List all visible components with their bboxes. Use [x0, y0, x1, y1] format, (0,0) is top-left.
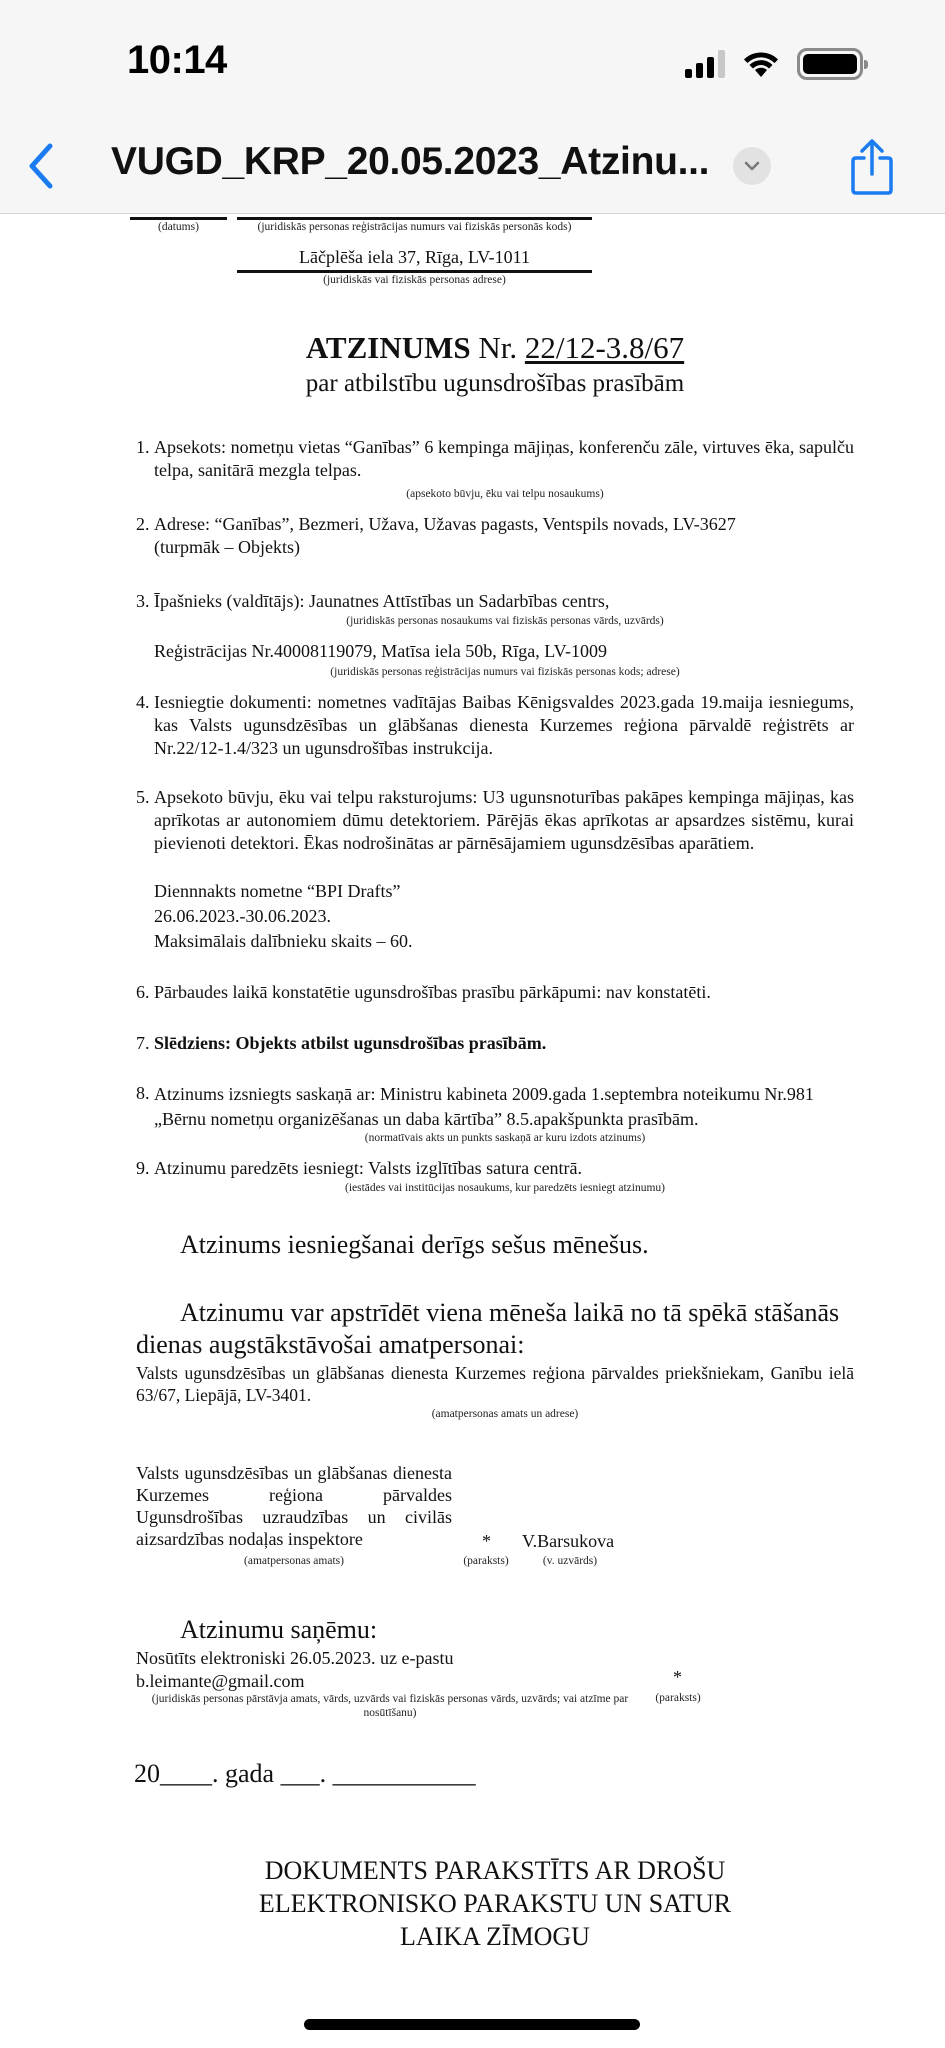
inspector-signature: *	[482, 1531, 491, 1551]
item-6-text: Pārbaudes laikā konstatētie ugunsdrošības prasību pārkāpumi: nav konstatēti.	[154, 982, 711, 1002]
received-caption: (juridiskās personas pārstāvja amats, vārds, uzvārds vai fiziskās personas vārds, uzvārds; vai atzīme par nosūtīšanu)	[151, 1693, 629, 1719]
signature-caption: (paraksts)	[463, 1555, 509, 1567]
item-2: 2. Adrese: “Ganības”, Bezmeri, Užava, Užavas pagasts, Ventspils novads, LV-3627 (turpmāk – Objekts)	[136, 513, 854, 559]
back-button[interactable]	[22, 138, 62, 194]
item-5-camp-dates: 26.06.2023.-30.06.2023.	[154, 906, 331, 926]
heading-number: 22/12-3.8/67	[524, 330, 685, 365]
name-caption: (v. uzvārds)	[542, 1555, 598, 1567]
item-3-text: Īpašnieks (valdītājs): Jaunatnes Attīstības un Sadarbības centrs,	[154, 591, 610, 611]
item-1-caption: (apsekoto būvju, ēku vai telpu nosaukums)	[406, 488, 604, 500]
item-8: 8. Atzinums izsniegts saskaņā ar: Ministru kabineta 2009.gada 1.septembra noteikumu Nr.981 „Bērnu nometņu organizēšanas un daba kārtība” 8.5.apakšpunkta prasībām.	[136, 1082, 854, 1132]
item-4-text: Iesniegtie dokumenti: nometnes vadītājas Baibas Kēnigsvaldes 2023.gada 19.maija iesniegums, kas Valsts ugunsdzēsības un glābšanas dienesta Kurzemes reģiona pārvaldē reģistrēts ar Nr.22/12-1.4/323 un ugunsdrošības instrukcija.	[154, 692, 854, 758]
stamp-line-1: DOKUMENTS PARAKSTĪTS AR DROŠU	[264, 1856, 726, 1885]
item-2-text: Adrese: “Ganības”, Bezmeri, Užava, Užavas pagasts, Ventspils novads, LV-3627 (turpmāk – Objekts)	[154, 514, 736, 557]
e-signature-stamp	[200, 1854, 790, 1953]
document-subtitle: par atbilstību ugunsdrošības prasībām	[305, 370, 685, 397]
item-5-text: Apsekoto būvju, ēku vai telpu raksturojums: U3 ugunsnoturības pakāpes kempinga mājiņas, kas aprīkotas ar autonomiem dūmu detektoriem. Pārējās ēkas aprīkotas ar apsardzes sistēmu, kurai pievienoti detektori. Ēkas nodrošinātas ar pārnēsājamiem ugunsdzēsības aparātiem.	[154, 787, 854, 853]
item-3: 3. Īpašnieks (valdītājs): Jaunatnes Attīstības un Sadarbības centrs,	[136, 590, 854, 613]
navigation-bar	[0, 130, 945, 200]
inspector-name: V.Barsukova	[522, 1531, 615, 1551]
chevron-left-icon	[22, 138, 62, 194]
heading-nr-label: Nr.	[478, 330, 518, 365]
cellular-signal-icon	[685, 50, 725, 78]
appeal-heading: Atzinumu var apstrīdēt viena mēneša laikā no tā spēkā stāšanās dienas augstākstāvošai amatpersonai:	[136, 1298, 840, 1359]
appeal-authority: Valsts ugunsdzēsības un glābšanas dienesta Kurzemes reģiona pārvaldes priekšniekam, Ganību ielā 63/67, Liepājā, LV-3401.	[136, 1363, 854, 1405]
item-7-conclusion: Slēdziens: Objekts atbilst ugunsdrošības prasībām.	[154, 1033, 547, 1053]
item-9-caption: (iestādes vai institūcijas nosaukums, kur paredzēts iesniegt atzinumu)	[344, 1182, 665, 1194]
top-bar	[0, 0, 945, 214]
date-fill-line: 20____. gada ___. ___________	[134, 1759, 476, 1788]
item-1: 1. Apsekots: nometņu vietas “Ganības” 6 kempinga mājiņas, konferenču zāle, virtuves ēka, sapulču telpa, sanitārā mezgla telpas.	[136, 437, 854, 480]
date-caption: (datums)	[158, 221, 199, 233]
document-title[interactable]: VUGD_KRP_20.05.2023_Atzinu...	[111, 140, 710, 183]
document-heading	[0, 330, 945, 366]
regnum-caption: (juridiskās personas reģistrācijas numurs vai fiziskās personās kods)	[257, 221, 572, 233]
share-icon	[848, 138, 896, 196]
address-caption: (juridiskās vai fiziskās personas adrese)	[323, 274, 506, 286]
received-line-1: Nosūtīts elektroniski 26.05.2023. uz e-pastu	[136, 1648, 454, 1668]
address-line	[237, 270, 592, 273]
item-9-text: Atzinumu paredzēts iesniegt: Valsts izglītības satura centrā.	[154, 1158, 583, 1178]
recipient-address: Lāčplēša iela 37, Rīga, LV-1011	[299, 247, 530, 267]
validity-notice: Atzinums iesniegšanai derīgs sešus mēnešus.	[180, 1230, 649, 1259]
stamp-line-3: LAIKA ZĪMOGU	[400, 1922, 590, 1951]
share-button[interactable]	[848, 138, 896, 196]
received-email: b.leimante@gmail.com	[136, 1671, 305, 1691]
item-3-caption: (juridiskās personas nosaukums vai fiziskās personas vārds, uzvārds)	[346, 615, 664, 627]
appeal-caption: (amatpersonas amats un adrese)	[431, 1408, 579, 1420]
item-6: 6. Pārbaudes laikā konstatētie ugunsdrošības prasību pārkāpumi: nav konstatēti.	[136, 981, 854, 1004]
wifi-icon	[741, 49, 781, 79]
item-7: 7. Slēdziens: Objekts atbilst ugunsdrošības prasībām.	[136, 1032, 854, 1055]
chevron-down-icon	[742, 159, 762, 173]
regnum-line	[237, 217, 592, 220]
title-menu-button[interactable]	[733, 147, 771, 185]
item-5: 5. Apsekoto būvju, ēku vai telpu raksturojums: U3 ugunsnoturības pakāpes kempinga mājiņas, kas aprīkotas ar autonomiem dūmu detektoriem. Pārējās ēkas aprīkotas ar apsardzes sistēmu, kurai pievienoti detektori. Ēkas nodrošinātas ar pārnēsājamiem ugunsdzēsības aparātiem.	[136, 787, 854, 853]
item-4: 4. Iesniegtie dokumenti: nometnes vadītājas Baibas Kēnigsvaldes 2023.gada 19.maija iesniegums, kas Valsts ugunsdzēsības un glābšanas dienesta Kurzemes reģiona pārvaldē reģistrēts ar Nr.22/12-1.4/323 un ugunsdrošības instrukcija.	[136, 692, 854, 758]
stamp-line-2: ELEKTRONISKO PARAKSTU UN SATUR	[258, 1889, 732, 1918]
inspector-position: Valsts ugunsdzēsības un glābšanas dienesta Kurzemes reģiona pārvaldes Ugunsdrošības uzraudzības un civilās aizsardzības nodaļas inspektore	[136, 1463, 452, 1549]
item-5-camp-name: Diennnakts nometne “BPI Drafts”	[154, 881, 401, 901]
item-3-registration: Reģistrācijas Nr.40008119079, Matīsa iela 50b, Rīga, LV-1009	[154, 641, 607, 661]
position-caption: (amatpersonas amats)	[244, 1555, 344, 1567]
item-3-caption-2: (juridiskās personas reģistrācijas numurs vai fiziskās personas kods; adrese)	[330, 666, 680, 678]
pdf-document-page[interactable]	[0, 214, 945, 2048]
received-heading: Atzinumu saņēmu:	[180, 1615, 378, 1644]
item-8-text: Atzinums izsniegts saskaņā ar: Ministru kabineta 2009.gada 1.septembra noteikumu Nr.981 „Bērnu nometņu organizēšanas un daba kārtība” 8.5.apakšpunkta prasībām.	[154, 1084, 814, 1129]
home-indicator[interactable]	[304, 2019, 640, 2030]
heading-main: ATZINUMS	[305, 330, 471, 365]
date-line	[130, 217, 227, 220]
status-time: 10:14	[127, 38, 227, 82]
status-icons	[685, 48, 863, 80]
item-1-text: Apsekots: nometņu vietas “Ganības” 6 kempinga mājiņas, konferenču zāle, virtuves ēka, sapulču telpa, sanitārā mezgla telpas.	[154, 437, 854, 480]
item-5-max-participants: Maksimālais dalībnieku skaits – 60.	[154, 931, 413, 951]
item-9: 9. Atzinumu paredzēts iesniegt: Valsts izglītības satura centrā.	[136, 1157, 854, 1180]
battery-icon	[797, 48, 863, 80]
item-8-caption: (normatīvais akts un punkts saskaņā ar kuru izdots atzinums)	[364, 1132, 646, 1144]
received-signature: *	[673, 1667, 682, 1687]
received-signature-caption: (paraksts)	[655, 1692, 701, 1704]
